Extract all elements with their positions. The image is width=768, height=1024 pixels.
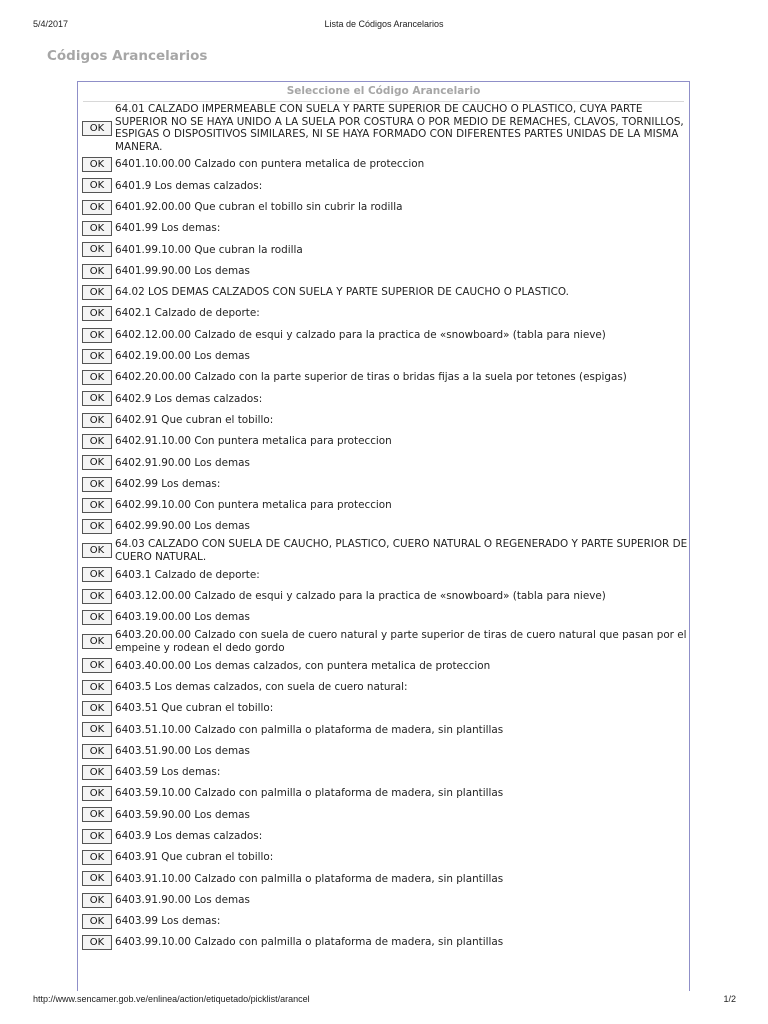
code-description: 6403.59.90.00 Los demas	[115, 808, 250, 821]
select-ok-button[interactable]: OK	[82, 285, 112, 300]
print-title: Lista de Códigos Arancelarios	[324, 19, 444, 29]
list-item	[82, 719, 689, 740]
page-title: Códigos Arancelarios	[47, 48, 208, 64]
select-ok-button[interactable]: OK	[82, 543, 112, 558]
select-ok-button[interactable]: OK	[82, 893, 112, 908]
list-item	[82, 303, 689, 324]
select-ok-button[interactable]: OK	[82, 829, 112, 844]
list-item	[82, 431, 689, 452]
list-item	[82, 239, 689, 260]
select-ok-button[interactable]: OK	[82, 370, 112, 385]
select-ok-button[interactable]: OK	[82, 807, 112, 822]
code-description: 6402.91.90.00 Los demas	[115, 456, 250, 469]
list-item	[82, 102, 689, 154]
list-item	[82, 410, 689, 431]
code-description: 6403.59.10.00 Calzado con palmilla o plataforma de madera, sin plantillas	[115, 787, 504, 800]
list-item	[82, 677, 689, 698]
list-item	[82, 628, 689, 655]
code-description: 6403.51.10.00 Calzado con palmilla o plataforma de madera, sin plantillas	[115, 723, 504, 736]
code-description: 6403.91.90.00 Los demas	[115, 893, 250, 906]
list-item	[82, 740, 689, 761]
list-item	[82, 473, 689, 494]
select-ok-button[interactable]: OK	[82, 328, 112, 343]
select-ok-button[interactable]: OK	[82, 567, 112, 582]
code-description: 6403.9 Los demas calzados:	[115, 830, 263, 842]
code-description: 6402.99.10.00 Con puntera metalica para proteccion	[115, 499, 392, 512]
select-ok-button[interactable]: OK	[82, 200, 112, 215]
select-ok-button[interactable]: OK	[82, 242, 112, 257]
code-description: 6403.99 Los demas:	[115, 915, 221, 928]
select-ok-button[interactable]: OK	[82, 786, 112, 801]
list-item	[82, 282, 689, 303]
list-item	[82, 564, 689, 585]
list-item	[82, 847, 689, 868]
list-item	[82, 388, 689, 409]
list-item	[82, 175, 689, 196]
code-description: 6401.9 Los demas calzados:	[115, 179, 263, 192]
select-ok-button[interactable]: OK	[82, 306, 112, 321]
code-description: 6403.19.00.00 Los demas	[115, 611, 250, 624]
select-ok-button[interactable]: OK	[82, 391, 112, 406]
list-item	[82, 804, 689, 825]
code-picklist	[77, 81, 690, 991]
select-ok-button[interactable]: OK	[82, 264, 112, 279]
select-ok-button[interactable]: OK	[82, 178, 112, 193]
list-item	[82, 324, 689, 345]
code-description: 6402.99.90.00 Los demas	[115, 520, 250, 533]
select-ok-button[interactable]: OK	[82, 157, 112, 172]
select-ok-button[interactable]: OK	[82, 477, 112, 492]
select-ok-button[interactable]: OK	[82, 658, 112, 673]
select-ok-button[interactable]: OK	[82, 519, 112, 534]
list-item	[82, 346, 689, 367]
select-ok-button[interactable]: OK	[82, 680, 112, 695]
code-description: 6401.99.10.00 Que cubran la rodilla	[115, 243, 303, 256]
select-ok-button[interactable]: OK	[82, 914, 112, 929]
list-item	[82, 698, 689, 719]
select-ok-button[interactable]: OK	[82, 850, 112, 865]
list-item	[82, 495, 689, 516]
list-item	[82, 537, 689, 564]
code-description: 6403.91.10.00 Calzado con palmilla o plataforma de madera, sin plantillas	[115, 872, 504, 885]
print-date: 5/4/2017	[33, 19, 69, 29]
select-ok-button[interactable]: OK	[82, 413, 112, 428]
code-description: 6401.92.00.00 Que cubran el tobillo sin cubrir la rodilla	[115, 200, 403, 213]
code-description: 6403.59 Los demas:	[115, 766, 221, 779]
select-ok-button[interactable]: OK	[82, 765, 112, 780]
code-description: 6402.91 Que cubran el tobillo:	[115, 413, 274, 426]
list-item	[82, 197, 689, 218]
select-ok-button[interactable]: OK	[82, 701, 112, 716]
select-ok-button[interactable]: OK	[82, 434, 112, 449]
code-description: 6403.51.90.00 Los demas	[115, 744, 250, 757]
list-item	[82, 762, 689, 783]
picklist-header: Seleccione el Código Arancelario	[83, 82, 684, 102]
list-item	[82, 932, 689, 953]
code-description: 6403.20.00.00 Calzado con suela de cuero natural y parte superior de tiras de cuero natural que pasan por el empeine y rodean el dedo gordo	[115, 629, 687, 654]
select-ok-button[interactable]: OK	[82, 935, 112, 950]
select-ok-button[interactable]: OK	[82, 349, 112, 364]
picklist-rows	[78, 102, 689, 953]
select-ok-button[interactable]: OK	[82, 634, 112, 649]
print-footer-url: http://www.sencamer.gob.ve/enlinea/action/etiquetado/picklist/arancel	[33, 994, 310, 1004]
code-description: 6401.99 Los demas:	[115, 222, 221, 235]
list-item	[82, 868, 689, 889]
select-ok-button[interactable]: OK	[82, 744, 112, 759]
select-ok-button[interactable]: OK	[82, 498, 112, 513]
print-page-number: 1/2	[723, 994, 736, 1004]
select-ok-button[interactable]: OK	[82, 221, 112, 236]
code-description: 6403.51 Que cubran el tobillo:	[115, 702, 274, 715]
list-item	[82, 911, 689, 932]
code-description: 6403.40.00.00 Los demas calzados, con puntera metalica de proteccion	[115, 659, 491, 672]
code-description: 6402.12.00.00 Calzado de esqui y calzado para la practica de «snowboard» (tabla para nieve)	[115, 328, 606, 341]
code-description: 6402.20.00.00 Calzado con la parte superior de tiras o bridas fijas a la suela por tetones (espigas)	[115, 371, 627, 384]
list-item	[82, 452, 689, 473]
code-description: 6402.1 Calzado de deporte:	[115, 307, 260, 320]
select-ok-button[interactable]: OK	[82, 871, 112, 886]
list-item	[82, 783, 689, 804]
select-ok-button[interactable]: OK	[82, 589, 112, 604]
code-description: 6403.12.00.00 Calzado de esqui y calzado para la practica de «snowboard» (tabla para nieve)	[115, 590, 606, 603]
list-item	[82, 260, 689, 281]
list-item	[82, 890, 689, 911]
list-item	[82, 655, 689, 676]
code-description: 64.02 LOS DEMAS CALZADOS CON SUELA Y PARTE SUPERIOR DE CAUCHO O PLASTICO.	[115, 286, 569, 299]
code-description: 6402.9 Los demas calzados:	[115, 392, 263, 405]
list-item	[82, 154, 689, 175]
code-description: 6403.5 Los demas calzados, con suela de cuero natural:	[115, 680, 408, 693]
code-description: 6402.91.10.00 Con puntera metalica para proteccion	[115, 435, 392, 448]
code-description: 6403.91 Que cubran el tobillo:	[115, 851, 274, 864]
code-description: 6401.99.90.00 Los demas	[115, 264, 250, 277]
code-description: 64.03 CALZADO CON SUELA DE CAUCHO, PLASTICO, CUERO NATURAL O REGENERADO Y PARTE SUPERIOR DE CUERO NATURAL.	[115, 538, 688, 563]
list-item	[82, 218, 689, 239]
select-ok-button[interactable]: OK	[82, 455, 112, 470]
code-description: 6403.99.10.00 Calzado con palmilla o plataforma de madera, sin plantillas	[115, 936, 504, 949]
code-description: 64.01 CALZADO IMPERMEABLE CON SUELA Y PARTE SUPERIOR DE CAUCHO O PLASTICO, CUYA PARTE SUPERIOR NO SE HAYA UNIDO A LA SUELA POR COSTURA O POR MEDIO DE REMACHES, CLAVOS, TORNILLOS, ESPIGAS O DISPOSITIVOS SIMILARES, NI SE HAYA FORMADO CON DIFERENTES PARTES UNIDAS DE LA MISMA MANERA.	[115, 103, 684, 153]
list-item	[82, 586, 689, 607]
list-item	[82, 607, 689, 628]
list-item	[82, 826, 689, 847]
code-description: 6402.99 Los demas:	[115, 477, 221, 490]
code-description: 6403.1 Calzado de deporte:	[115, 568, 260, 581]
code-description: 6401.10.00.00 Calzado con puntera metalica de proteccion	[115, 158, 425, 171]
list-item	[82, 516, 689, 537]
code-description: 6402.19.00.00 Los demas	[115, 350, 250, 363]
select-ok-button[interactable]: OK	[82, 610, 112, 625]
select-ok-button[interactable]: OK	[82, 121, 112, 136]
select-ok-button[interactable]: OK	[82, 722, 112, 737]
list-item	[82, 367, 689, 388]
